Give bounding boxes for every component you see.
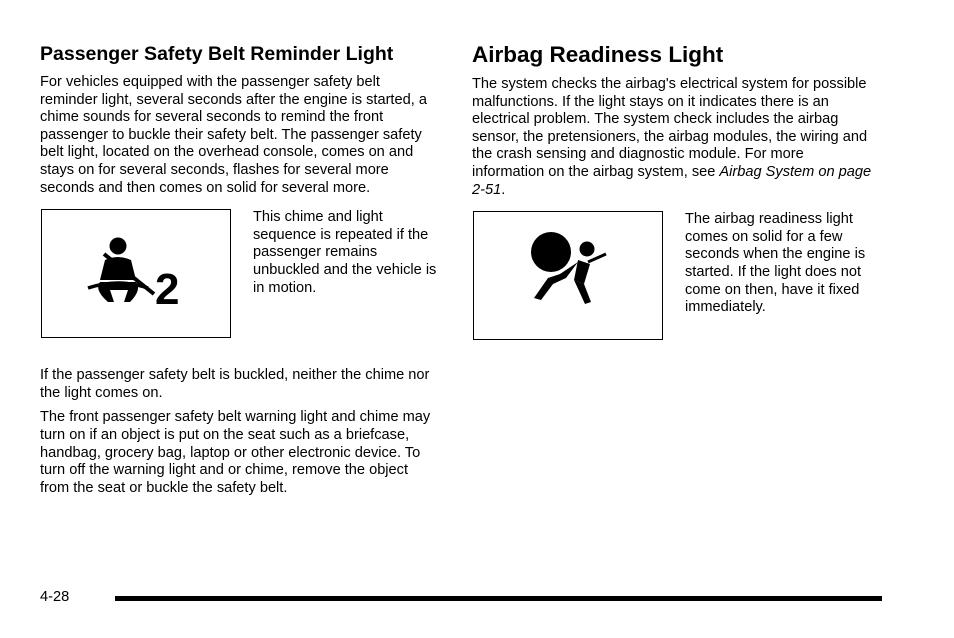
passenger-belt-figure-caption: This chime and light sequence is repeated if the passenger remains unbuckled and the vehicle is in motion. [253,209,437,296]
airbag-intro-end: . [501,181,506,198]
airbag-figure-caption: The airbag readiness light comes on solid for a few seconds when the engine is started. If the light does not come on then, have it fixed immediately. [685,211,866,316]
section-heading-passenger-belt: Passenger Safety Belt Reminder Light [40,43,394,65]
passenger-belt-figure [40,209,440,341]
airbag-intro-text: The system checks the airbag's electrical system for possible malfunctions. If the light stays on it indicates there is an electrical problem. The system check includes the airbag sensor, the pretensioners, the airbag modules, the wiring and the crash sensing and diagnostic module. For more information on the airbag system, see [472,76,868,180]
footer-rule [115,596,882,601]
seatbelt-icon-number: 2 [155,265,180,315]
seatbelt-reminder-icon-box [41,209,231,338]
section-heading-airbag: Airbag Readiness Light [472,42,724,67]
airbag-intro-ref: Airbag System on page 2-51 [472,163,872,198]
right-column [472,42,872,343]
seatbelt-reminder-2-icon [42,210,232,339]
airbag-readiness-icon-box [473,211,663,340]
left-column [40,42,440,497]
passenger-belt-para3: The front passenger safety belt warning light and chime may turn on if an object is put on the seat such as a briefcase, handbag, grocery bag, laptop or other electronic device. To turn off the warning light and or chime, remove the object from the seat or buckle the safety belt. [40,409,431,496]
airbag-readiness-icon [474,212,664,341]
airbag-figure [472,211,872,343]
airbag-intro [472,76,872,199]
page-number: 4-28 [40,589,70,605]
passenger-belt-para2: If the passenger safety belt is buckled, neither the chime nor the light comes on. [40,367,430,401]
passenger-belt-intro: For vehicles equipped with the passenger safety belt reminder light, several seconds after the engine is started, a chime sounds for several seconds to remind the front passenger to buckle their safety belt. The passenger safety belt light, located on the overhead console, comes on and stays on for several seconds, flashes for several more seconds and then comes on solid for several more. [40,74,427,196]
